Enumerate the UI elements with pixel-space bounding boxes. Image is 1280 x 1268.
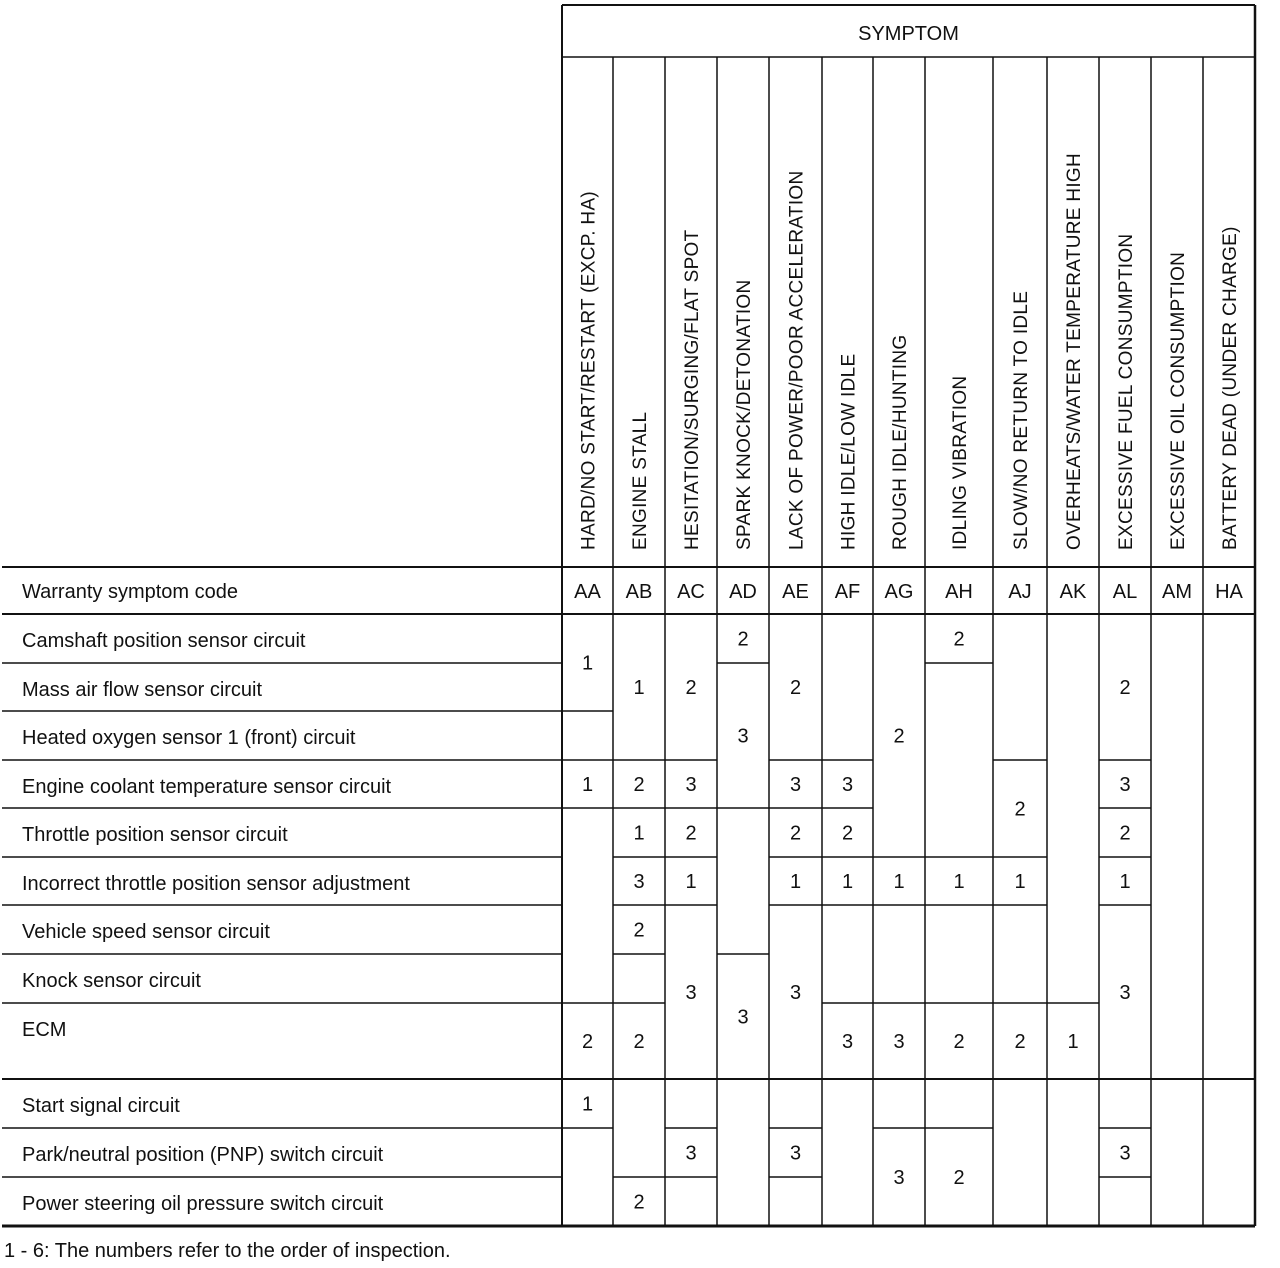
cell-value: 1 — [1119, 871, 1131, 893]
cell-value: 3 — [633, 871, 645, 893]
cell-value: 2 — [737, 628, 749, 651]
warranty-code-row-label: Warranty symptom code — [22, 581, 238, 603]
warranty-code-ah: AH — [945, 581, 973, 603]
row-label: Start signal circuit — [22, 1095, 180, 1117]
row-label: Incorrect throttle position sensor adjustment — [22, 873, 410, 895]
cell-value: 3 — [1119, 982, 1131, 1004]
cell-value: 1 — [633, 677, 645, 699]
warranty-code-ak: AK — [1059, 581, 1087, 603]
cell-value: 3 — [789, 982, 802, 1004]
cell-value: 3 — [841, 1031, 854, 1053]
row-label: Power steering oil pressure switch circuit — [22, 1193, 384, 1215]
column-header-ha: BATTERY DEAD (UNDER CHARGE) — [1220, 226, 1241, 550]
cell-value: 1 — [581, 774, 594, 796]
cell-value: 1 — [841, 871, 854, 893]
cell-value: 3 — [737, 1006, 749, 1029]
column-header-af: HIGH IDLE/LOW IDLE — [838, 353, 860, 550]
cell-value: 3 — [789, 774, 802, 796]
cell-value: 2 — [633, 1031, 645, 1053]
cell-value: 3 — [1119, 774, 1131, 796]
row-label: Engine coolant temperature sensor circuit — [22, 776, 392, 798]
row-label: Vehicle speed sensor circuit — [22, 921, 270, 943]
cell-value: 2 — [685, 677, 697, 699]
row-label: Heated oxygen sensor 1 (front) circuit — [22, 727, 356, 749]
warranty-code-ag: AG — [884, 581, 914, 603]
warranty-code-am: AM — [1162, 581, 1192, 603]
cell-value: 3 — [685, 982, 697, 1004]
column-header-ah: IDLING VIBRATION — [950, 375, 971, 550]
cell-value: 1 — [581, 652, 594, 675]
cell-value: 2 — [953, 1167, 965, 1189]
cell-value: 2 — [893, 725, 905, 748]
warranty-code-ha: HA — [1215, 581, 1243, 603]
row-label: Mass air flow sensor circuit — [22, 679, 263, 701]
cell-value: 2 — [1014, 798, 1026, 821]
column-header-ae: LACK OF POWER/POOR ACCELERATION — [786, 170, 808, 550]
cell-value: 2 — [581, 1031, 594, 1053]
cell-value: 3 — [789, 1142, 802, 1165]
column-header-al: EXCESSIVE FUEL CONSUMPTION — [1116, 233, 1137, 550]
cell-value: 2 — [953, 1031, 965, 1053]
warranty-code-ac: AC — [677, 581, 705, 603]
cell-value: 1 — [633, 822, 645, 845]
cell-value: 3 — [1119, 1142, 1131, 1165]
row-label: Camshaft position sensor circuit — [22, 630, 306, 652]
cell-value: 2 — [953, 628, 965, 651]
column-header-am: EXCESSIVE OIL CONSUMPTION — [1168, 251, 1189, 550]
cell-value: 2 — [1119, 822, 1131, 845]
row-label: Park/neutral position (PNP) switch circuit — [22, 1144, 384, 1166]
warranty-code-aa: AA — [574, 581, 601, 603]
warranty-code-ab: AB — [625, 581, 653, 603]
cell-value: 2 — [1014, 1031, 1026, 1053]
row-label: Knock sensor circuit — [22, 970, 201, 992]
cell-value: 2 — [633, 774, 645, 796]
footnote: 1 - 6: The numbers refer to the order of inspection. — [4, 1240, 451, 1262]
symptom-header: SYMPTOM — [858, 23, 959, 45]
cell-value: 3 — [893, 1167, 905, 1189]
column-header-aa: HARD/NO START/RESTART (EXCP. HA) — [578, 190, 600, 550]
cell-value: 2 — [789, 822, 802, 845]
cell-value: 2 — [633, 1191, 645, 1214]
column-header-ac: HESITATION/SURGING/FLAT SPOT — [682, 229, 703, 550]
cell-value: 1 — [953, 871, 965, 893]
cell-value: 3 — [893, 1031, 905, 1053]
cell-value: 1 — [1067, 1031, 1079, 1053]
row-label: Throttle position sensor circuit — [22, 824, 288, 846]
column-header-ag: ROUGH IDLE/HUNTING — [890, 334, 911, 550]
column-header-ab: ENGINE STALL — [630, 411, 651, 550]
cell-value: 1 — [893, 871, 905, 893]
warranty-code-ae: AE — [782, 581, 809, 603]
cell-value: 3 — [841, 774, 854, 796]
cell-value: 3 — [737, 725, 749, 748]
warranty-code-af: AF — [834, 581, 861, 603]
cell-value: 3 — [685, 1142, 697, 1165]
cell-value: 2 — [1119, 677, 1131, 699]
cell-value: 2 — [685, 822, 697, 845]
cell-value: 2 — [841, 822, 854, 845]
warranty-code-al: AL — [1112, 581, 1138, 603]
cell-value: 1 — [685, 871, 697, 893]
column-header-ad: SPARK KNOCK/DETONATION — [734, 279, 755, 550]
cell-value: 3 — [685, 774, 697, 796]
column-header-ak: OVERHEATS/WATER TEMPERATURE HIGH — [1064, 152, 1085, 550]
cell-value: 2 — [789, 677, 802, 699]
warranty-code-aj: AJ — [1008, 581, 1032, 603]
cell-value: 1 — [1014, 871, 1026, 893]
cell-value: 1 — [581, 1093, 594, 1116]
warranty-code-ad: AD — [729, 581, 757, 603]
row-label: ECM — [22, 1019, 67, 1041]
cell-value: 2 — [633, 919, 645, 942]
column-header-aj: SLOW/NO RETURN TO IDLE — [1011, 290, 1032, 550]
cell-value: 1 — [789, 871, 802, 893]
